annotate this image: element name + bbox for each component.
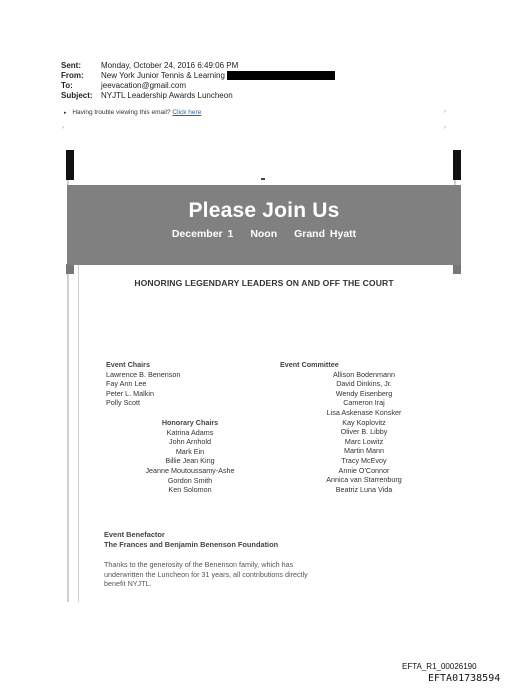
scan-dot	[261, 178, 265, 180]
benefactor-name: The Frances and Benjamin Benenson Foundation	[104, 540, 279, 549]
thanks-line: benefit NYJTL.	[104, 579, 152, 589]
to-row	[61, 81, 335, 91]
list-item: Oliver B. Libby	[340, 427, 388, 437]
list-item: Peter L. Malkin	[106, 388, 154, 398]
trouble-text: Having trouble viewing this email?	[72, 109, 171, 116]
sent-value: Monday, October 24, 2016 6:49:06 PM	[101, 61, 239, 70]
event-time: Noon	[250, 228, 278, 240]
document-id-2: EFTA01738594	[428, 673, 501, 684]
list-item: John Arnhold	[169, 437, 211, 447]
list-item: David Dinkins, Jr.	[336, 379, 392, 389]
list-item: Beatriz Luna Vida	[335, 484, 393, 494]
scan-mark	[453, 264, 461, 274]
honorary-chairs-heading: Honorary Chairs	[161, 418, 219, 427]
subject-row	[61, 91, 335, 101]
list-item: Wendy Eisenberg	[335, 388, 393, 398]
list-item: Lisa Askenase Konsker	[326, 407, 402, 417]
list-item: Polly Scott	[106, 398, 140, 408]
document-id-1: EFTA_R1_00026190	[402, 662, 477, 671]
invitation-banner	[67, 185, 461, 265]
from-label: From:	[61, 71, 84, 80]
inner-frame-line	[78, 265, 79, 602]
margin-tick: ›	[62, 125, 64, 131]
banner-details	[67, 228, 461, 240]
list-item: Marc Lowitz	[344, 436, 384, 446]
from-value: New York Junior Tennis & Learning	[101, 71, 225, 80]
to-value: jeevacation@gmail.com	[101, 81, 187, 90]
from-row	[61, 71, 335, 81]
thanks-paragraph	[104, 560, 354, 589]
click-here-link[interactable]: Click here	[172, 109, 202, 116]
list-item: Annica van Starrenburg	[326, 475, 402, 485]
margin-tick: ›	[444, 125, 446, 131]
event-venue: Grand Hyatt	[294, 228, 357, 240]
list-item: Martin Mann	[344, 446, 384, 456]
caret-right-icon: ▸	[64, 110, 67, 116]
redaction-bar	[227, 71, 335, 80]
event-chairs-heading: Event Chairs	[106, 360, 150, 369]
list-item: Kay Koplovitz	[342, 417, 386, 427]
list-item: Fay Ann Lee	[106, 379, 147, 389]
email-header	[61, 61, 335, 101]
subject-value: NYJTL Leadership Awards Luncheon	[101, 91, 233, 100]
thanks-line: Thanks to the generosity of the Benenson family, which has	[104, 560, 294, 569]
list-item: Katrina Adams	[166, 427, 214, 437]
event-committee-heading-wrap	[280, 360, 339, 370]
list-item: Ken Solomon	[168, 485, 212, 495]
list-item: Tracy McEvoy	[341, 455, 387, 465]
list-item: Annie O'Connor	[338, 465, 390, 475]
list-item: Allison Bodenmann	[333, 369, 395, 379]
trouble-viewing-line	[64, 109, 201, 116]
event-date: December 1	[171, 228, 234, 240]
scan-mark	[66, 150, 74, 180]
event-committee-list	[308, 370, 420, 495]
event-chairs-list	[106, 360, 180, 408]
scan-mark	[453, 150, 461, 180]
sent-label: Sent:	[61, 61, 81, 70]
thanks-line: underwritten the Luncheon for 31 years, all contributions directly	[104, 569, 308, 579]
list-item: Cameron Iraj	[343, 398, 385, 408]
to-label: To:	[61, 81, 73, 90]
subject-label: Subject:	[61, 91, 93, 100]
honorary-chairs-list	[130, 418, 250, 495]
event-benefactor	[104, 530, 278, 550]
list-item: Gordon Smith	[167, 475, 213, 485]
list-item: Lawrence B. Benenson	[106, 369, 181, 379]
event-committee-heading: Event Committee	[280, 360, 339, 369]
margin-tick: ›	[444, 109, 446, 115]
benefactor-heading: Event Benefactor	[104, 530, 165, 539]
list-item: Jeanne Moutoussamy-Ashe	[145, 465, 235, 475]
banner-title: Please Join Us	[188, 199, 340, 222]
honoring-headline: HONORING LEGENDARY LEADERS ON AND OFF THE COURT	[134, 278, 394, 288]
sent-row	[61, 61, 335, 71]
list-item: Mark Ein	[175, 446, 205, 456]
scan-mark	[66, 264, 74, 274]
list-item: Billie Jean King	[165, 456, 215, 466]
